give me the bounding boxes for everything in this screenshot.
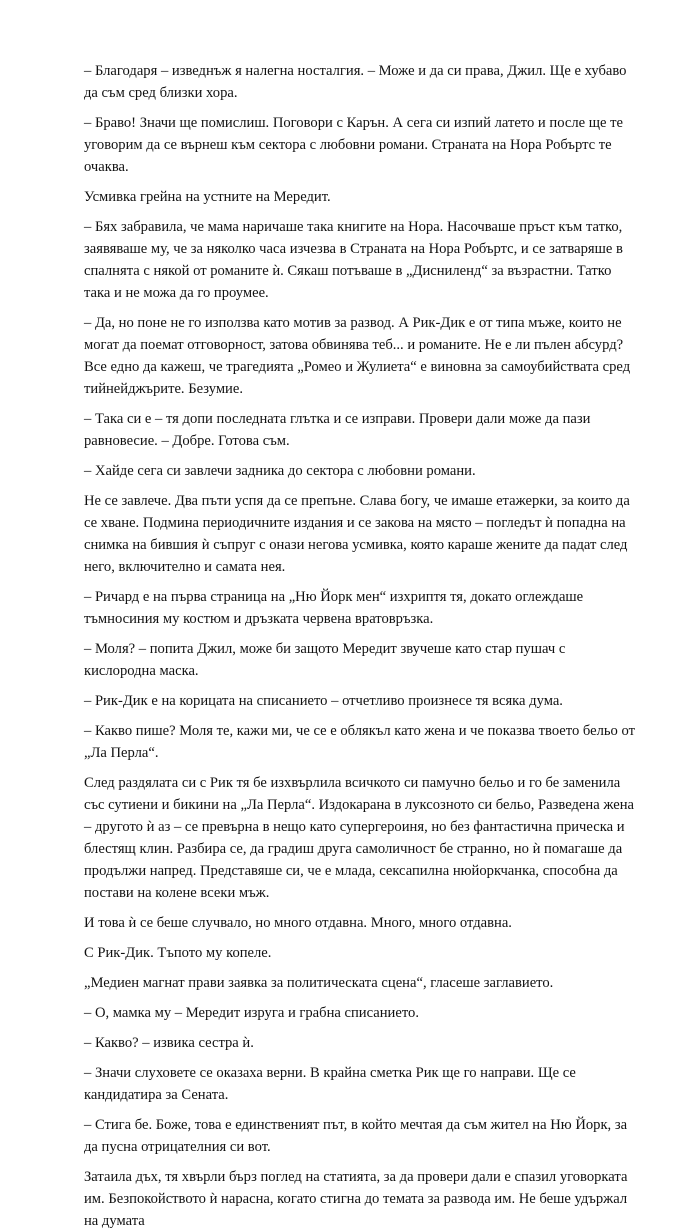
paragraph: – Какво? – извика сестра ѝ. [84, 1035, 254, 1051]
paragraph: – Хайде сега си завлечи задника до сектора с любовни романи. [84, 463, 476, 479]
paragraph: Затаила дъх, тя хвърли бърз поглед на статията, за да провери дали е спазил уговорката им. Безпокойството ѝ нарасна, когато стигна до темата за развода им. Не беше удържал на думата [84, 1169, 628, 1229]
paragraph: Не се завлече. Два пъти успя да се препъне. Слава богу, че имаше етажерки, за които да се хване. Подмина периодичните издания и се закова на място – погледът ѝ попадна на снимка на бившия ѝ съпруг с онази негова усмивка, която караше жените да падат след него, включително и самата нея. [84, 493, 630, 575]
paragraph: – Благодаря – изведнъж я налегна носталгия. – Може и да си права, Джил. Ще е хубаво да съм сред близки хора. [84, 63, 627, 101]
paragraph: Усмивка грейна на устните на Мередит. [84, 189, 331, 205]
paragraph: – Какво пише? Моля те, кажи ми, че се е облякъл като жена и че показва твоето бельо от „Ла Перла“. [84, 723, 635, 761]
paragraph: – О, мамка му – Мередит изруга и грабна списанието. [84, 1005, 419, 1021]
paragraph: – Бях забравила, че мама наричаше така книгите на Нора. Насочваше пръст към татко, заявяваше му, че за няколко часа изчезва в Страната на Нора Робъртс, и се затваряше в спалнята с някой от романите ѝ. Сякаш потъваше в „Дисниленд“ за възрастни. Татко така и не можа да го проумее. [84, 219, 623, 301]
paragraph: „Медиен магнат прави заявка за политическата сцена“, гласеше заглавието. [84, 975, 554, 991]
paragraph: След раздялата си с Рик тя бе изхвърлила всичкото си памучно бельо и го бе заменила със сутиени и бикини на „Ла Перла“. Издокарана в луксозното си бельо, Разведена жена – другото ѝ аз – се превърна в нещо като супергероиня, но без фантастична прическа и блестящ клин. Разбира се, да градиш друга самоличност бе странно, но ѝ помагаше да продължи напред. Представяше си, че е млада, сексапилна нюйоркчанка, способна да постави на колене всеки мъж. [84, 775, 634, 901]
paragraph: – Моля? – попита Джил, може би защото Мередит звучеше като стар пушач с кислородна маска. [84, 641, 566, 679]
paragraph: – Да, но поне не го използва като мотив за развод. А Рик-Дик е от типа мъже, които не могат да поемат отговорност, затова обвинява теб... и романите. Не е ли пълен абсурд? Все едно да кажеш, че трагедията „Ромео и Жулиета“ е виновна за самоубийствата сред тийнейджърите. Безумие. [84, 315, 631, 397]
paragraph: – Стига бе. Боже, това е единственият път, в който мечтая да съм жител на Ню Йорк, за да пусна отрицателния си вот. [84, 1117, 628, 1155]
paragraph: И това ѝ се беше случвало, но много отдавна. Много, много отдавна. [84, 915, 512, 931]
paragraph: – Така си е – тя допи последната глътка и се изправи. Провери дали може да пази равновесие. – Добре. Готова съм. [84, 411, 591, 449]
paragraph: – Рик-Дик е на корицата на списанието – отчетливо произнесе тя всяка дума. [84, 693, 563, 709]
paragraph: – Браво! Значи ще помислиш. Поговори с Карън. А сега си изпий латето и после ще те уговорим да се върнеш към сектора с любовни романи. Страната на Нора Робъртс те очаква. [84, 115, 623, 175]
paragraph: С Рик-Дик. Тъпото му копеле. [84, 945, 272, 961]
paragraph: – Значи слуховете се оказаха верни. В крайна сметка Рик ще го направи. Ще се кандидатира за Сената. [84, 1065, 576, 1103]
paragraph: – Ричард е на първа страница на „Ню Йорк мен“ изхриптя тя, докато оглеждаше тъмносиния му костюм и дръзката червена вратовръзка. [84, 589, 584, 627]
